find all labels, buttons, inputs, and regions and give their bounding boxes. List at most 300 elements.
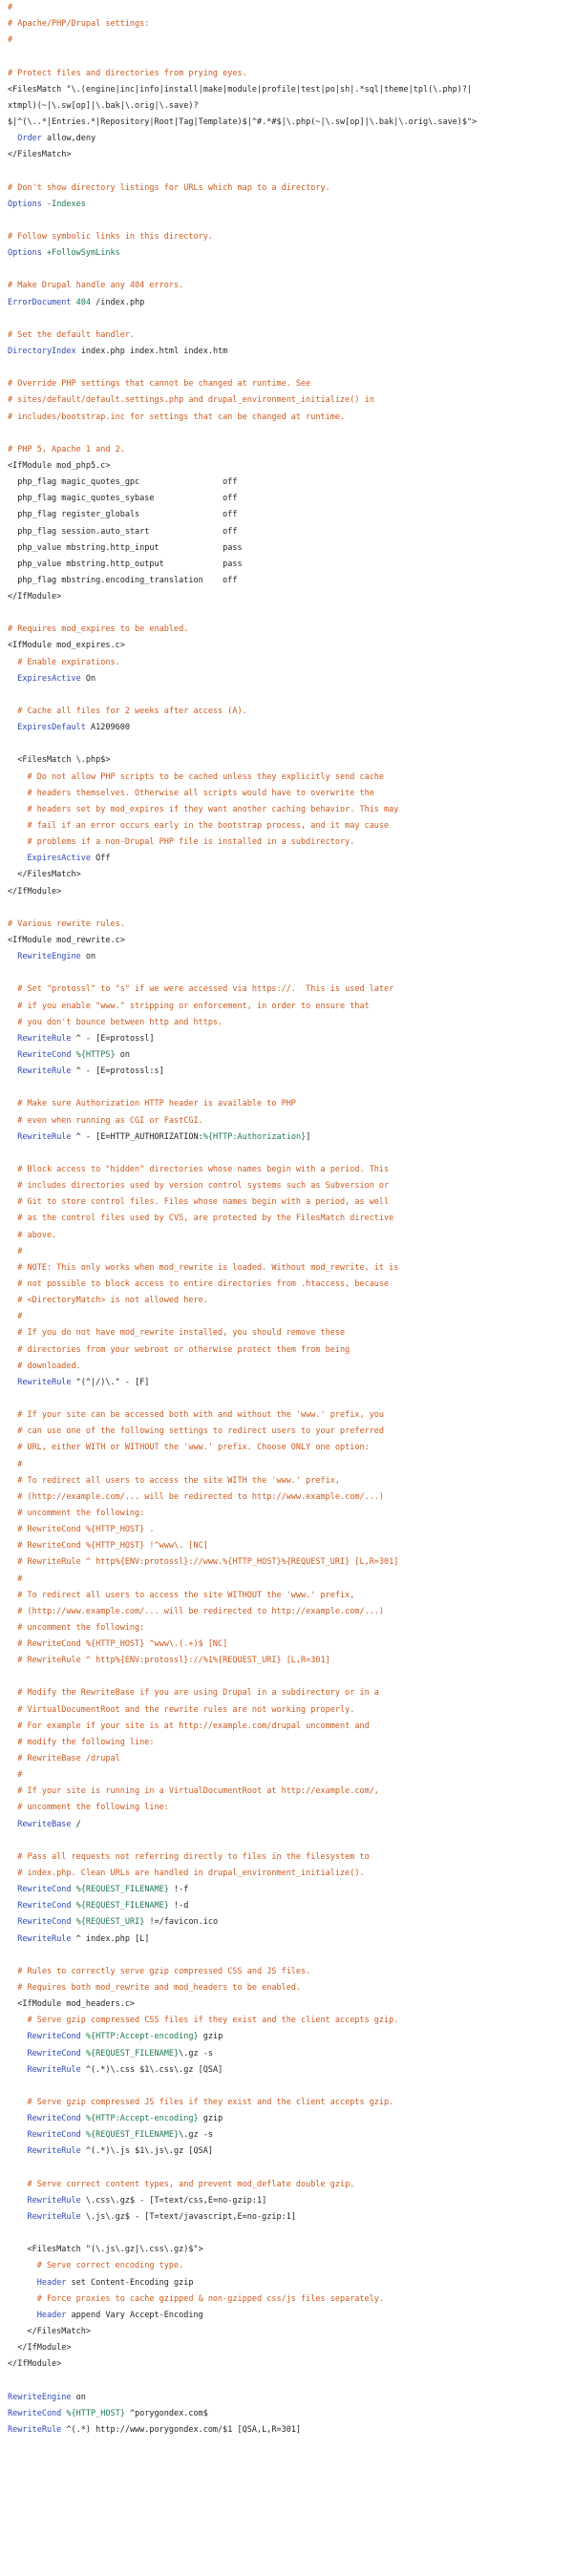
code-keyword: RewriteRule — [8, 2424, 62, 2435]
code-comment: # <DirectoryMatch> is not allowed here. — [8, 1296, 208, 1306]
code-comment: # Set "protossl" to "s" if we were accessed via https://. This is used later — [8, 984, 394, 995]
code-comment: # uncomment the following line: — [8, 1803, 169, 1813]
code-text: $|^(\..*|Entries.*|Repository|Root|Tag|Template)$|^#.*#$|\.php(~|\.sw[op]|\.bak|\.orig\.save)$"> — [8, 116, 478, 127]
code-text — [8, 674, 17, 684]
code-line — [8, 1162, 571, 1178]
code-text — [8, 1050, 17, 1060]
code-line — [8, 1572, 571, 1588]
code-comment: # To redirect all users to access the site WITH the 'www.' prefix, — [8, 1475, 340, 1486]
code-comment: # Modify the RewriteBase if you are using Drupal in a subdirectory or in a — [8, 1688, 379, 1699]
code-line — [8, 1784, 571, 1800]
code-line — [8, 1424, 571, 1440]
code-line — [8, 1130, 571, 1146]
code-text: ^ - [E=protossl:s] — [71, 1066, 164, 1077]
code-line — [8, 2013, 571, 2029]
code-line — [8, 1211, 571, 1227]
code-line — [8, 410, 571, 426]
code-comment: # Pass all requests not referring directly to files in the filesystem to — [8, 1851, 370, 1862]
code-value: 404 — [75, 297, 92, 307]
code-text — [8, 2130, 27, 2140]
code-line — [8, 49, 571, 65]
code-line — [8, 524, 571, 540]
code-line — [8, 1096, 571, 1112]
code-keyword: RewriteRule — [17, 1131, 72, 1142]
code-value: %{HTTPS} — [75, 1050, 116, 1060]
code-text — [8, 134, 17, 143]
code-line — [8, 0, 571, 16]
code-keyword: RewriteRule — [27, 2195, 81, 2206]
code-comment: # even when running as CGI or FastCGI. — [8, 1115, 203, 1126]
code-text — [8, 2049, 27, 2059]
code-text — [8, 1934, 17, 1944]
code-line — [8, 557, 571, 573]
code-line — [8, 965, 571, 982]
code-text — [8, 1917, 17, 1927]
code-text: allow,deny — [41, 134, 96, 144]
code-line — [8, 2373, 571, 2389]
code-keyword: RewriteRule — [17, 1377, 72, 1387]
code-text — [8, 1034, 17, 1044]
code-text — [8, 2278, 37, 2288]
code-line — [8, 917, 571, 933]
code-line — [8, 360, 571, 376]
code-text: ^ index.php [L] — [71, 1933, 150, 1944]
code-comment: # Follow symbolic links in this directory. — [8, 231, 213, 242]
code-comment: # if you enable "www." stripping or enforcement, in order to ensure that — [8, 1001, 370, 1011]
code-keyword: RewriteRule — [17, 1066, 72, 1077]
code-keyword: DirectoryIndex — [8, 346, 76, 356]
code-line — [8, 884, 571, 900]
code-text: !-d — [168, 1901, 189, 1911]
code-line — [8, 982, 571, 998]
code-text — [8, 854, 27, 863]
code-text: php_flag register_globals off — [8, 510, 238, 520]
code-text: ] — [306, 1131, 311, 1142]
code-comment: # RewriteBase /drupal — [8, 1754, 120, 1764]
code-comment: # Protect files and directories from prying eyes. — [8, 68, 247, 78]
code-text: !=/favicon.ico — [144, 1917, 219, 1928]
code-line — [8, 687, 571, 704]
code-line — [8, 1554, 571, 1571]
code-line — [8, 999, 571, 1015]
code-comment: # If your site can be accessed both with and without the 'www.' prefix, you — [8, 1410, 385, 1421]
code-line — [8, 1457, 571, 1473]
code-comment: # includes directories used by version control systems such as Subversion or — [8, 1181, 390, 1192]
code-text — [8, 952, 17, 961]
code-line — [8, 245, 571, 262]
code-text — [8, 1885, 17, 1894]
code-comment: # Make Drupal handle any 404 errors. — [8, 281, 184, 291]
code-line — [8, 2029, 571, 2045]
code-text: <IfModule mod_php5.c> — [8, 460, 111, 471]
code-line — [8, 1178, 571, 1194]
code-line — [8, 818, 571, 834]
code-keyword: Order — [17, 134, 42, 144]
code-line — [8, 1260, 571, 1277]
code-line — [8, 2111, 571, 2127]
code-line — [8, 2161, 571, 2177]
code-line — [8, 770, 571, 786]
code-comment: # problems if a non-Drupal PHP file is installed in a subdirectory. — [8, 837, 355, 848]
code-line — [8, 1767, 571, 1784]
code-text — [8, 2196, 27, 2206]
code-line — [8, 311, 571, 327]
code-value: %{HTTP:Accept-encoding} — [85, 2114, 199, 2124]
code-line — [8, 1932, 571, 1948]
code-line — [8, 2324, 571, 2340]
code-comment: # (http://example.com/... will be redirected to http://www.example.com/...) — [8, 1491, 385, 1502]
code-comment: # — [8, 1770, 23, 1781]
code-keyword: ExpiresDefault — [17, 723, 86, 733]
code-text: php_flag session.auto_start off — [8, 526, 238, 537]
code-text — [8, 1378, 17, 1387]
code-line — [8, 2242, 571, 2258]
code-keyword: RewriteCond — [27, 2032, 81, 2042]
code-line — [8, 1309, 571, 1325]
code-line — [8, 851, 571, 867]
code-text: append Vary Accept-Encoding — [66, 2310, 203, 2320]
code-text — [8, 1066, 17, 1076]
code-line — [8, 2356, 571, 2373]
code-text — [8, 1132, 17, 1142]
code-value: %{REQUEST_FILENAME} — [75, 1901, 169, 1911]
code-text: </IfModule> — [8, 592, 62, 602]
code-keyword: RewriteCond — [27, 2130, 81, 2141]
code-line — [8, 2390, 571, 2406]
code-comment: # NOTE: This only works when mod_rewrite is loaded. Without mod_rewrite, it is — [8, 1262, 399, 1273]
code-line — [8, 1015, 571, 1031]
code-line — [8, 66, 571, 82]
code-comment: # above. — [8, 1230, 57, 1240]
code-line — [8, 2209, 571, 2226]
code-line — [8, 638, 571, 654]
code-text: xtmpl)(~|\.sw[op]|\.bak|\.orig|\.save)? — [8, 100, 199, 111]
code-keyword: ExpiresActive — [17, 673, 81, 684]
code-line — [8, 262, 571, 278]
code-value: %{REQUEST_FILENAME} — [75, 1885, 169, 1895]
code-line — [8, 98, 571, 115]
code-comment: # Set the default handler. — [8, 329, 136, 340]
code-keyword: RewriteEngine — [8, 2392, 72, 2402]
code-line — [8, 344, 571, 360]
code-line — [8, 720, 571, 736]
code-comment: # (http://www.example.com/... will be redirected to http://example.com/...) — [8, 1606, 385, 1616]
code-line — [8, 2275, 571, 2291]
code-comment: # Rules to correctly serve gzip compressed CSS and JS files. — [8, 1966, 311, 1976]
code-line — [8, 622, 571, 638]
code-text: <FilesMatch "\.(engine|inc|info|install|make|module|profile|test|po|sh|.*sql|theme|tpl(\.php)?| — [8, 84, 473, 95]
code-line — [8, 1866, 571, 1882]
code-line — [8, 1489, 571, 1506]
code-line — [8, 671, 571, 687]
code-line — [8, 475, 571, 491]
code-value: +FollowSymLinks — [46, 248, 120, 259]
code-keyword: RewriteCond — [17, 1050, 72, 1060]
code-keyword: RewriteCond — [17, 1901, 72, 1911]
code-comment: # — [8, 3, 13, 12]
code-line — [8, 1751, 571, 1767]
code-line — [8, 1898, 571, 1914]
code-value: %{REQUEST_URI} — [75, 1917, 145, 1928]
code-line — [8, 1735, 571, 1751]
code-line — [8, 2308, 571, 2324]
code-line — [8, 933, 571, 949]
code-text: \.css\.gz$ - [T=text/css,E=no-gzip:1] — [80, 2195, 267, 2206]
code-comment: # If your site is running in a VirtualDocumentRoot at http://example.com/, — [8, 1786, 379, 1797]
code-line — [8, 2291, 571, 2308]
code-value: %{HTTP:Accept-encoding} — [85, 2032, 199, 2042]
code-comment: # Cache all files for 2 weeks after access (A). — [8, 707, 247, 717]
code-text: !-f — [168, 1885, 189, 1895]
code-text: On — [80, 673, 96, 684]
code-comment: # Do not allow PHP scripts to be cached unless they explicitly send cache — [8, 771, 385, 782]
code-text — [8, 2065, 27, 2075]
code-line — [8, 180, 571, 197]
code-text: gzip — [198, 2032, 223, 2042]
code-text: \.gz -s — [179, 2048, 213, 2059]
code-text: php_flag mbstring.encoding_translation off — [8, 575, 238, 585]
code-line — [8, 1080, 571, 1096]
code-line — [8, 1833, 571, 1849]
code-comment: # as the control files used by CVS, are protected by the FilesMatch directive — [8, 1214, 394, 1224]
code-line — [8, 573, 571, 589]
code-comment: # RewriteRule ^ http%{ENV:protossl}://www.%{HTTP_HOST}%{REQUEST_URI} [L,R=301] — [8, 1557, 399, 1568]
code-comment: # Don't show directory listings for URLs which map to a directory. — [8, 182, 330, 193]
code-text: </IfModule> — [8, 886, 62, 897]
code-comment: # Enable expirations. — [8, 657, 120, 667]
code-text: <FilesMatch \.php$> — [8, 755, 111, 766]
code-line — [8, 163, 571, 179]
code-line — [8, 1914, 571, 1931]
code-comment: # Requires mod_expires to be enabled. — [8, 624, 189, 635]
code-line — [8, 197, 571, 213]
code-comment: # downloaded. — [8, 1361, 81, 1371]
code-comment: # Serve gzip compressed JS files if they exist and the client accepts gzip. — [8, 2098, 394, 2107]
code-text: </IfModule> — [8, 2359, 62, 2370]
code-keyword: RewriteCond — [17, 1885, 72, 1895]
code-line — [8, 1996, 571, 2013]
code-text: A1209600 — [85, 723, 130, 733]
code-value: %{HTTP_HOST} — [66, 2408, 125, 2418]
code-line — [8, 16, 571, 32]
code-line — [8, 1031, 571, 1047]
code-comment: # fail if an error occurs early in the bootstrap process, and it may cause — [8, 821, 390, 832]
code-text — [8, 1901, 17, 1911]
code-text: </FilesMatch> — [8, 2326, 91, 2336]
code-text: index.php index.html index.htm — [75, 346, 228, 356]
code-comment: # — [8, 1312, 23, 1322]
code-line — [8, 2406, 571, 2422]
code-line — [8, 2127, 571, 2143]
code-text: ^porygondex.com$ — [124, 2408, 208, 2418]
code-comment: # — [8, 1246, 23, 1256]
code-line — [8, 1064, 571, 1080]
code-text: \.js\.gz$ - [T=text/javascript,E=no-gzip:1] — [80, 2211, 296, 2222]
code-line — [8, 1293, 571, 1309]
code-line — [8, 834, 571, 851]
code-line — [8, 2340, 571, 2356]
code-line — [8, 655, 571, 671]
code-line — [8, 376, 571, 392]
code-line — [8, 2079, 571, 2095]
code-text: on — [115, 1050, 130, 1060]
code-comment: # VirtualDocumentRoot and the rewrite rules are not working properly. — [8, 1704, 355, 1715]
code-line — [8, 2046, 571, 2062]
code-text: \.gz -s — [179, 2130, 213, 2141]
code-text: ^(.*)\.css $1\.css\.gz [QSA] — [80, 2064, 223, 2075]
code-line — [8, 1473, 571, 1489]
code-text: php_flag magic_quotes_gpc off — [8, 477, 238, 488]
code-line — [8, 1964, 571, 1980]
code-comment: # — [8, 1573, 23, 1584]
code-line — [8, 1800, 571, 1816]
code-text: <IfModule mod_headers.c> — [8, 1999, 136, 2010]
code-text: ^(.*) http://www.porygondex.com/$1 [QSA,L,R=301] — [61, 2424, 302, 2435]
code-value: %{HTTP:Authorization} — [202, 1131, 307, 1142]
code-value: -Indexes — [46, 199, 86, 209]
code-text: <IfModule mod_rewrite.c> — [8, 936, 125, 946]
code-text: <IfModule mod_expires.c> — [8, 641, 125, 651]
code-text: </IfModule> — [8, 2343, 72, 2354]
code-keyword: RewriteRule — [27, 2064, 81, 2075]
code-line — [8, 2143, 571, 2160]
code-comment: # RewriteCond %{HTTP_HOST} . — [8, 1525, 155, 1535]
code-line — [8, 736, 571, 752]
code-comment: # Various rewrite rules. — [8, 918, 125, 929]
code-comment: # sites/default/default.settings.php and drupal_environment_initialize() in — [8, 395, 374, 406]
code-comment: # not possible to block access to entire directories from .htaccess, because — [8, 1278, 390, 1289]
code-text: on — [80, 952, 96, 962]
code-line — [8, 1604, 571, 1620]
code-line — [8, 1391, 571, 1407]
code-keyword: RewriteRule — [27, 2211, 81, 2222]
code-text: php_value mbstring.http_output pass — [8, 559, 243, 569]
code-text: / — [71, 1819, 81, 1829]
code-comment: # headers set by mod_expires if they want another caching behavior. This may — [8, 804, 399, 814]
code-comment: # Override PHP settings that cannot be changed at runtime. See — [8, 379, 311, 390]
code-comment: # To redirect all users to access the site WITHOUT the 'www.' prefix, — [8, 1590, 355, 1600]
code-keyword: Header — [36, 2277, 67, 2288]
code-line — [8, 2422, 571, 2439]
code-line — [8, 2226, 571, 2242]
code-keyword: ExpiresActive — [27, 854, 92, 864]
code-text: </FilesMatch> — [8, 150, 72, 160]
code-line — [8, 900, 571, 917]
code-keyword: RewriteCond — [8, 2408, 62, 2418]
code-text: php_flag magic_quotes_sybase off — [8, 494, 238, 504]
code-line — [8, 1440, 571, 1456]
code-text: /index.php — [91, 297, 145, 307]
code-keyword: RewriteCond — [27, 2114, 81, 2124]
code-comment: # includes/bootstrap.inc for settings that can be changed at runtime. — [8, 412, 346, 422]
code-line — [8, 458, 571, 475]
code-line — [8, 1244, 571, 1260]
code-comment: # Requires both mod_rewrite and mod_headers to be enabled. — [8, 1983, 302, 1994]
code-comment: # Force proxies to cache gzipped & non-gzipped css/js files separately. — [8, 2293, 385, 2304]
code-line — [8, 1702, 571, 1719]
code-comment: # For example if your site is at http://example.com/drupal uncomment and — [8, 1721, 370, 1731]
code-line — [8, 115, 571, 131]
code-line — [8, 1359, 571, 1375]
code-line — [8, 1588, 571, 1604]
code-line — [8, 229, 571, 245]
code-text — [8, 2032, 27, 2041]
code-line — [8, 295, 571, 311]
code-comment: # RewriteRule ^ http%{ENV:protossl}://%1%{REQUEST_URI} [L,R=301] — [8, 1656, 330, 1666]
code-keyword: RewriteCond — [17, 1917, 72, 1928]
code-comment: # Apache/PHP/Drupal settings: — [8, 19, 150, 30]
code-view — [8, 0, 571, 2439]
code-line — [8, 147, 571, 163]
code-line — [8, 82, 571, 98]
code-text: ^ - [E=protossl] — [71, 1033, 155, 1044]
code-comment: # Git to store control files. Files whose names begin with a period, as well — [8, 1197, 390, 1208]
code-line — [8, 786, 571, 802]
code-line — [8, 392, 571, 409]
code-comment: # directories from your webroot or otherwise protect them from being — [8, 1344, 350, 1355]
code-line — [8, 442, 571, 458]
code-line — [8, 605, 571, 622]
code-line — [8, 1113, 571, 1130]
code-line — [8, 426, 571, 442]
code-comment: # RewriteCond %{HTTP_HOST} ^www\.(.+)$ [NC] — [8, 1639, 228, 1650]
code-line — [8, 1980, 571, 1996]
code-line — [8, 589, 571, 605]
code-line — [8, 1948, 571, 1964]
code-comment: # Block access to "hidden" directories whose names begin with a period. This — [8, 1164, 390, 1174]
code-text: ^ - [E=HTTP_AUTHORIZATION: — [71, 1131, 203, 1142]
code-line — [8, 1325, 571, 1341]
code-line — [8, 327, 571, 344]
code-comment: # — [8, 35, 13, 46]
code-line — [8, 1669, 571, 1685]
code-line — [8, 1653, 571, 1669]
code-line — [8, 1719, 571, 1735]
code-line — [8, 1277, 571, 1293]
code-line — [8, 1538, 571, 1554]
code-keyword: ErrorDocument — [8, 297, 72, 307]
code-line — [8, 540, 571, 557]
code-comment: # PHP 5, Apache 1 and 2. — [8, 444, 125, 454]
code-line — [8, 1522, 571, 1538]
code-text: "(^|/)\." - [F] — [71, 1377, 150, 1387]
code-comment: # uncomment the following: — [8, 1622, 145, 1633]
code-line — [8, 1685, 571, 1701]
code-comment: # Serve correct encoding type. — [8, 2261, 184, 2271]
code-line — [8, 2095, 571, 2111]
code-comment: # — [8, 1459, 23, 1469]
code-line — [8, 867, 571, 883]
code-line — [8, 704, 571, 720]
code-line — [8, 507, 571, 523]
code-line — [8, 1375, 571, 1391]
code-value: %{REQUEST_FILENAME} — [85, 2130, 180, 2141]
code-keyword: Options — [8, 199, 42, 209]
code-keyword: RewriteCond — [27, 2048, 81, 2059]
code-line — [8, 1047, 571, 1064]
code-text — [8, 2311, 37, 2320]
code-keyword: RewriteRule — [17, 1033, 72, 1044]
code-value: %{REQUEST_FILENAME} — [85, 2048, 180, 2059]
code-line — [8, 1228, 571, 1244]
code-line — [8, 491, 571, 507]
code-keyword: RewriteRule — [17, 1933, 72, 1944]
code-comment: # uncomment the following: — [8, 1508, 145, 1518]
code-text — [8, 2146, 27, 2156]
code-line — [8, 2193, 571, 2209]
code-line — [8, 1146, 571, 1162]
code-text: on — [71, 2392, 86, 2402]
